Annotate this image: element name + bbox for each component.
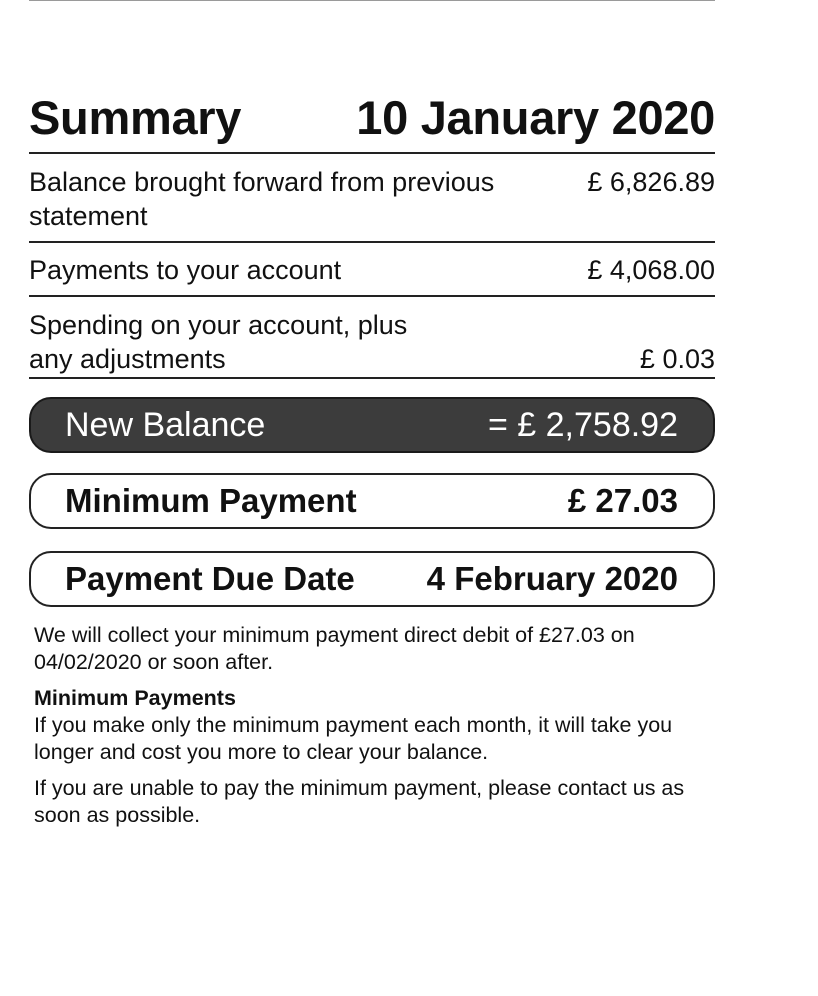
divider [29, 241, 715, 243]
statement-date: 10 January 2020 [356, 90, 715, 144]
summary-header [29, 84, 715, 150]
row-label: Balance brought forward from previous statement [29, 167, 495, 231]
row-label: Spending on your account, plus any adjustments [29, 310, 408, 374]
row-balance-forward [29, 165, 715, 233]
payment-due-date-box [29, 551, 715, 607]
row-amount: £ 0.03 [639, 344, 715, 374]
minimum-payment-label: Minimum Payment [65, 482, 357, 519]
row-label: Payments to your account [29, 255, 342, 285]
new-balance-amount: = £ 2,758.92 [487, 405, 678, 444]
minimum-payment-amount: £ 27.03 [567, 482, 678, 519]
direct-debit-note: We will collect your minimum payment direct debit of £27.03 on 04/02/2020 or soon after. [34, 623, 635, 674]
payment-due-date-label: Payment Due Date [65, 560, 355, 597]
top-divider [29, 0, 715, 1]
row-amount: £ 6,826.89 [587, 167, 715, 197]
new-balance-label: New Balance [65, 405, 266, 444]
divider [29, 377, 715, 379]
row-payments [29, 253, 715, 287]
row-spending [29, 308, 715, 376]
minimum-payment-box [29, 473, 715, 529]
summary-title: Summary [29, 90, 242, 144]
row-amount: £ 4,068.00 [587, 255, 715, 285]
divider [29, 152, 715, 154]
divider [29, 295, 715, 297]
notes-section [34, 622, 724, 829]
payment-due-date-value: 4 February 2020 [426, 560, 678, 597]
new-balance-box [29, 397, 715, 453]
minimum-payments-text: If you make only the minimum payment each month, it will take you longer and cost you more to clear your balance. [34, 713, 673, 764]
unable-to-pay-text: If you are unable to pay the minimum payment, please contact us as soon as possible. [34, 776, 685, 827]
minimum-payments-heading: Minimum Payments [34, 686, 236, 710]
